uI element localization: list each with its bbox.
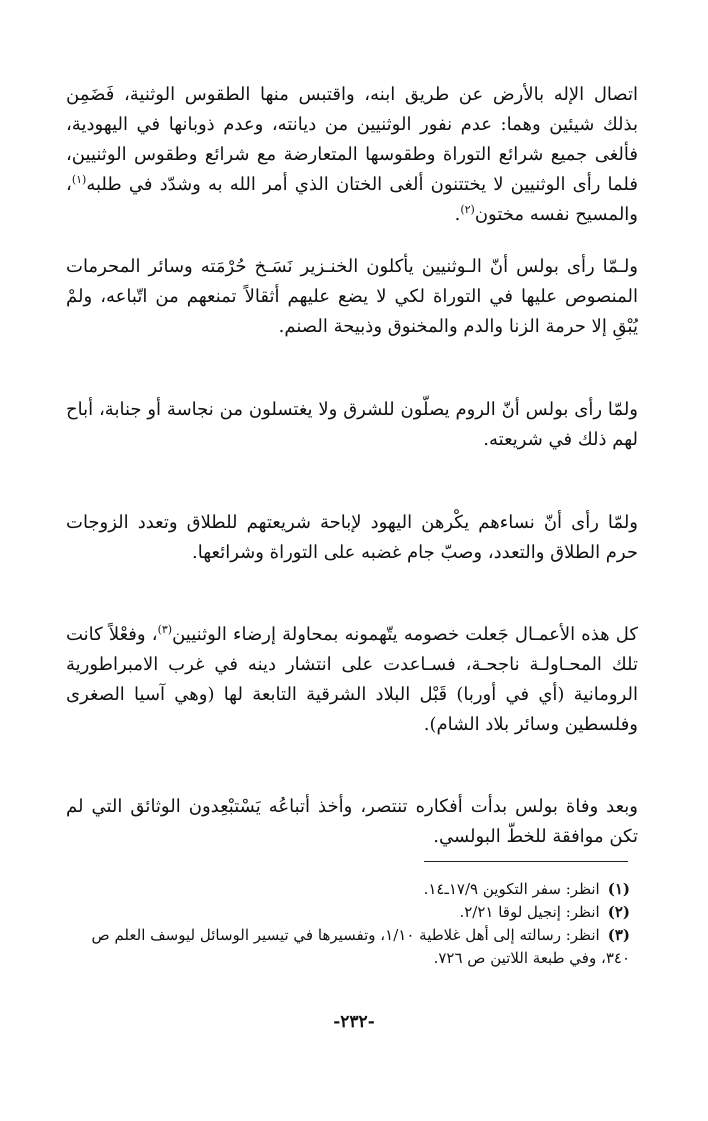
paragraph-3: ولمّا رأى بولس أنّ الروم يصلّون للشرق ولا يغتسلون من نجاسة أو جنابة، أباح لهم ذلك في شريعته. xyxy=(66,399,638,450)
footnote-2-text: انظر: إنجيل لوقا ٢/٢١. xyxy=(459,903,600,921)
paragraph-5-text-a: كل هذه الأعمـال جَعلت خصومه يتّهمونه بمحاولة إرضاء الوثنيين xyxy=(172,624,638,645)
footnote-3-number: (٣) xyxy=(607,926,630,944)
paragraph-1 xyxy=(66,80,638,230)
paragraph-4: ولمّا رأى أنّ نساءهم يكْرهن اليهود لإباحة شريعتهم للطلاق وتعدد الزوجات حرم الطلاق والتعدد، وصبّ جام غضبه على التوراة وشرائعها. xyxy=(66,512,638,563)
footnote-3 xyxy=(66,924,630,970)
footnote-1 xyxy=(66,878,630,901)
paragraph-5-text-b: ، وفعْلاً كانت تلك المحـاولـة ناجحـة، فسـاعدت على انتشار دينه في غرب الامبراطورية الرومانية (أي في أوربا) قَبْل البلاد الشرقية التابعة لها (وهي آسيا الصغرى وفلسطين وسائر بلاد الشام). xyxy=(66,624,638,735)
footnote-ref-2: (٢) xyxy=(460,203,475,216)
footnote-3-text: انظر: رسالته إلى أهل غلاطية ١/١٠، وتفسيرها في تيسير الوسائل ليوسف العلم ص ٣٤٠، وفي طبعة اللاتين ص ٧٢٦. xyxy=(91,926,630,967)
paragraph-5 xyxy=(66,620,638,740)
paragraph-1-text-b: ، والمسيح نفسه مختون xyxy=(66,174,638,225)
paragraph-2: ولـمّا رأى بولس أنّ الـوثنيين يأكلون الخنـزير نَسَـخ حُرْمَته وسائر المحرمات المنصوص عليها في التوراة لكي لا يضع عليهم أثقالاً تمنعهم من اتّباعه، ولمْ يُبْقِ إلا حرمة الزنا والدم والمخنوق وذبيحة الصنم. xyxy=(66,256,638,337)
footnote-2-number: (٢) xyxy=(607,903,630,921)
paragraph-1-text-c: . xyxy=(454,204,461,225)
paragraph-1-text-a: اتصال الإله بالأرض عن طريق ابنه، واقتبس منها الطقوس الوثنية، فَضَمِن بذلك شيئين وهما: عدم نفور الوثنيين من ديانته، وعدم ذوبانها في اليهودية، فألغى جميع شرائع التوراة وطقوسها المتعارضة مع شرائع وطقوس الوثنيين، فلما رأى الوثنيين لا يختتنون ألغى الختان الذي أمر الله به وشدّد في طلبه xyxy=(66,84,638,195)
footnote-2 xyxy=(66,901,630,924)
footnote-ref-1: (١) xyxy=(71,173,87,186)
footnote-1-text: انظر: سفر التكوين ١٧/٩ـ١٤. xyxy=(423,880,600,898)
footnote-ref-3: (٣) xyxy=(157,623,173,636)
footnote-divider xyxy=(424,861,628,862)
page-number: -٢٣٢- xyxy=(333,1012,375,1032)
footnote-1-number: (١) xyxy=(607,880,630,898)
footnotes-list xyxy=(66,878,630,970)
paragraph-6: وبعد وفاة بولس بدأت أفكاره تنتصر، وأخذ أتباعُه يَسْتبْعِدون الوثائق التي لم تكن موافقة للخطّ البولسي. xyxy=(66,796,638,847)
